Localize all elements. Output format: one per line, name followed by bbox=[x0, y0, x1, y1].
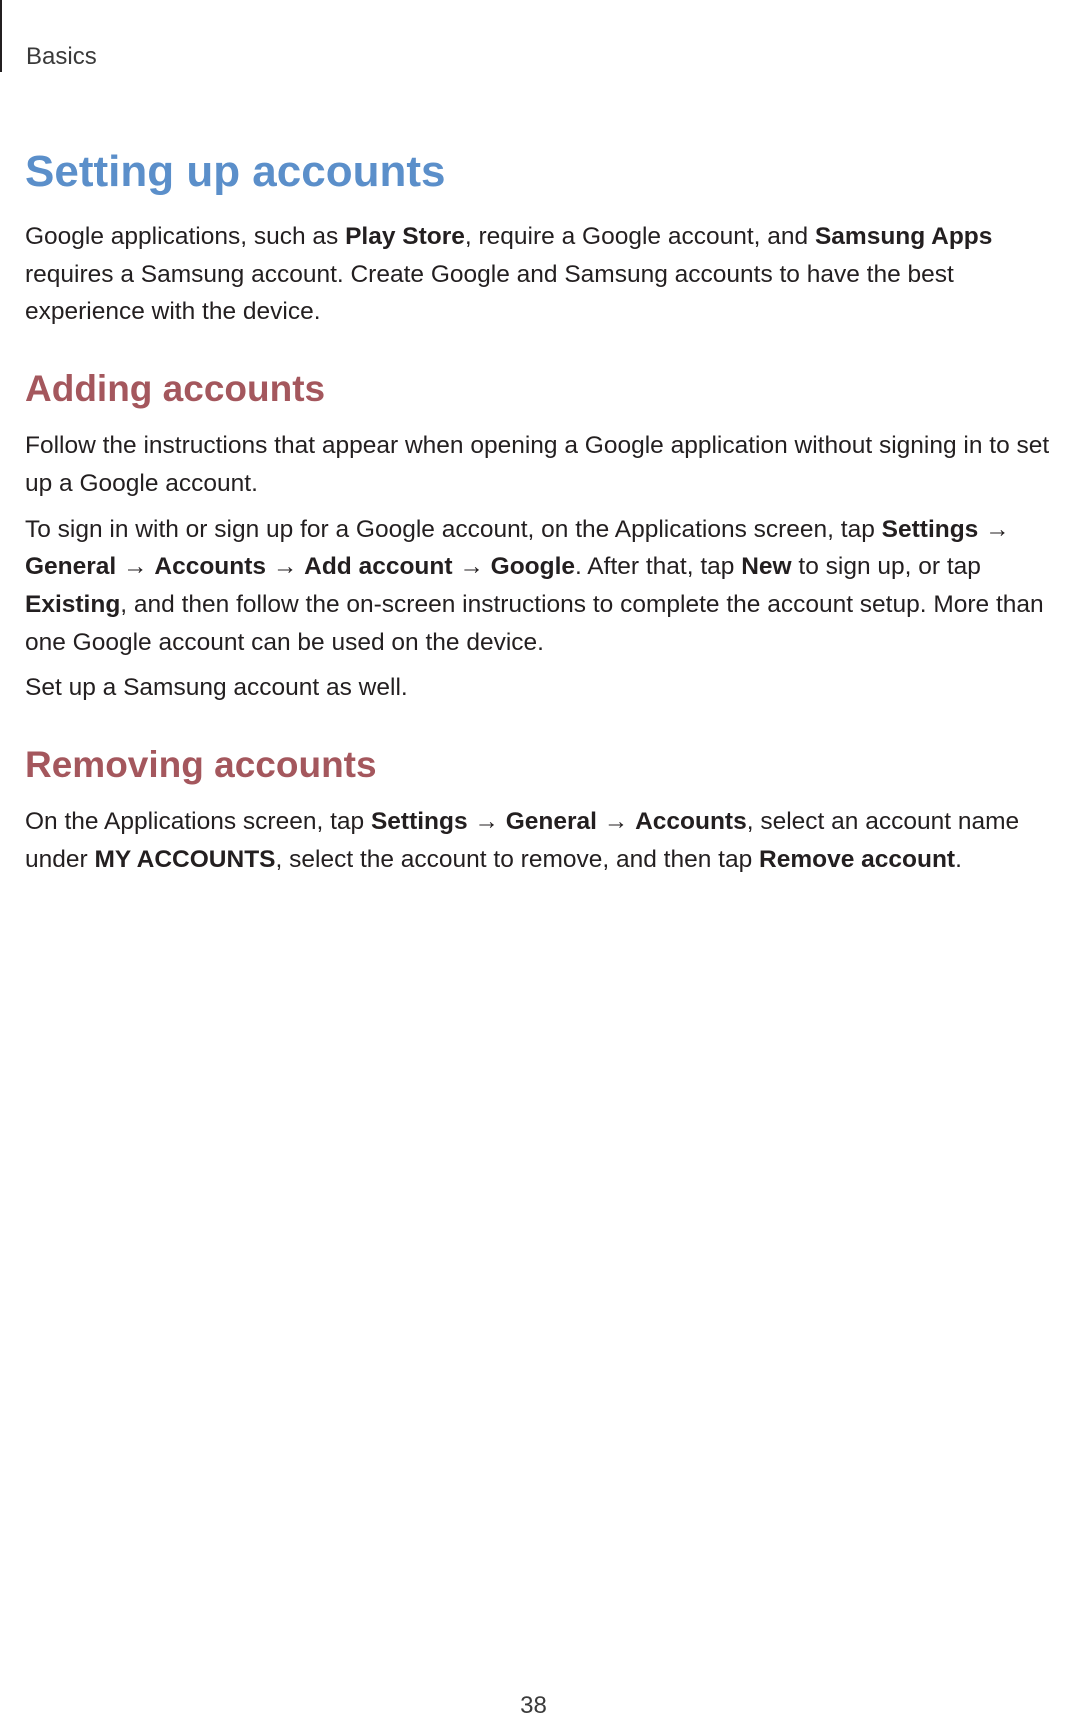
new-term: New bbox=[741, 553, 792, 581]
accounts-term: Accounts bbox=[154, 553, 267, 581]
google-term: Google bbox=[490, 553, 576, 581]
adding-paragraph-1: Follow the instructions that appear when opening a Google application without signing in to set up a Google account. bbox=[25, 432, 1050, 497]
header-corner-rule bbox=[0, 0, 2, 72]
remove-account-term: Remove account bbox=[759, 845, 956, 873]
intro-paragraph: Google applications, such as Play Store, require a Google account, and Samsung Apps requires a Samsung account. Create Google and Samsung accounts to have the best experience with the device. bbox=[25, 223, 993, 326]
settings-term: Settings bbox=[881, 515, 979, 543]
running-header: Basics bbox=[26, 43, 97, 70]
general-term: General bbox=[505, 808, 597, 836]
adding-accounts-heading: Adding accounts bbox=[25, 368, 326, 410]
existing-term: Existing bbox=[25, 590, 121, 618]
page-number: 38 bbox=[520, 1692, 547, 1719]
page-content bbox=[25, 140, 1065, 886]
removing-accounts-heading: Removing accounts bbox=[25, 744, 377, 786]
page-title: Setting up accounts bbox=[25, 147, 446, 196]
adding-paragraph-2: To sign in with or sign up for a Google account, on the Applications screen, tap Settings → General → Accounts → Add account → Google. After that, tap New to sign up, or tap Existing, and then follow the on-screen instructions to complete the account setup. More than one Google account can be used on the device. bbox=[25, 515, 1044, 656]
accounts-term: Accounts bbox=[635, 808, 747, 836]
general-term: General bbox=[25, 553, 117, 581]
samsung-apps-term: Samsung Apps bbox=[814, 223, 993, 250]
play-store-term: Play Store bbox=[345, 223, 465, 250]
settings-term: Settings bbox=[370, 808, 468, 836]
add-account-term: Add account bbox=[304, 553, 453, 581]
my-accounts-term: MY ACCOUNTS bbox=[94, 845, 276, 873]
removing-paragraph: On the Applications screen, tap Settings → General → Accounts, select an account name under MY ACCOUNTS, select the account to remove, and then tap Remove account. bbox=[25, 808, 1020, 873]
adding-paragraph-3: Set up a Samsung account as well. bbox=[25, 674, 408, 702]
